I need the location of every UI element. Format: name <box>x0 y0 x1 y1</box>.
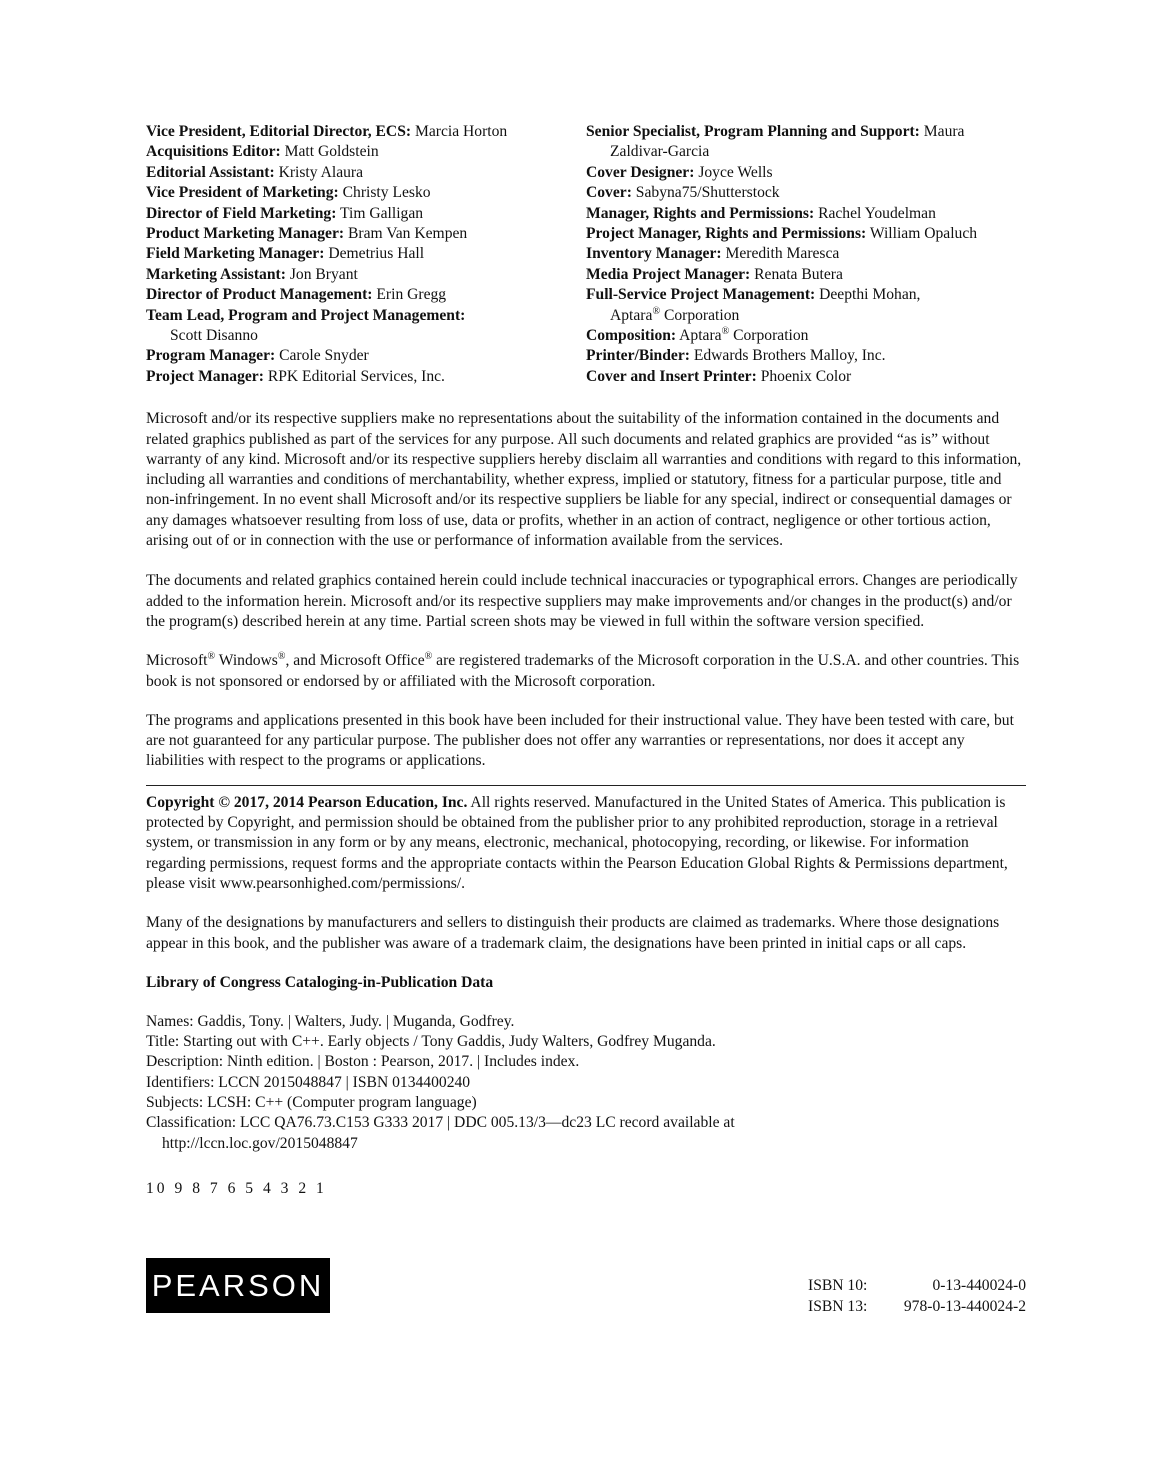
isbn-value: 978-0-13-440024-2 <box>903 1297 1026 1315</box>
credit-line: Inventory Manager: Meredith Maresca <box>586 245 840 263</box>
credit-line: Program Manager: Carole Snyder <box>146 347 369 365</box>
credit-line: Printer/Binder: Edwards Brothers Malloy, Inc. <box>586 347 886 365</box>
disclaimer-paragraph: Microsoft and/or its respective suppliers make no representations about the suitability of the information contained in the documents and related graphics published as part of the services for any purpose. All such documents and related graphics are provided “as is” without warranty of any kind. Microsoft and/or its respective suppliers hereby disclaim all warranties and conditions with regard to this information, including all warranties and conditions of merchantability, whether express, implied or statutory, fitness for a particular purpose, title and non-infringement. In no event shall Microsoft and/or its respective suppliers be liable for any special, indirect or consequential damages or any damages whatsoever resulting from loss of use, data or profits, whether in an action of contract, negligence or other tortious action, arising out of or in connection with the use or performance of information available from the services. <box>146 410 1022 550</box>
divider <box>146 785 1026 786</box>
credit-line-continuation: Scott Disanno <box>170 327 258 345</box>
isbn-label: ISBN 10: <box>808 1277 868 1294</box>
printing-line: 10 9 8 7 6 5 4 3 2 1 <box>146 1179 327 1197</box>
isbn-value: 0-13-440024-0 <box>932 1277 1026 1294</box>
credit-line: Vice President of Marketing: Christy Lesko <box>146 184 431 202</box>
credit-line: Senior Specialist, Program Planning and Support: Maura <box>586 123 965 140</box>
cip-data <box>146 1012 1026 1154</box>
accuracy-paragraph: The documents and related graphics contained herein could include technical inaccuracies or typographical errors. Changes are periodically added to the information herein. Microsoft and/or its respective suppliers may make improvements and/or changes in the product(s) and/or the program(s) described herein at any time. Partial screen shots may be viewed in full within the software version specified. <box>146 572 1018 630</box>
programs-paragraph: The programs and applications presented in this book have been included for their instructional value. They have been tested with care, but are not guaranteed for any particular purpose. The publisher does not offer any warranties or representations, nor does it accept any liabilities with respect to the programs or applications. <box>146 711 1014 770</box>
designations-paragraph: Many of the designations by manufacturers and sellers to distinguish their products are claimed as trademarks. Where those designations appear in this book, and the publisher was aware of a trademark claim, the designations have been printed in initial caps or all caps. <box>146 914 1000 952</box>
credit-line: Cover and Insert Printer: Phoenix Color <box>586 367 852 385</box>
credit-line: Project Manager: RPK Editorial Services, Inc. <box>146 367 445 385</box>
isbn-row <box>808 1276 1026 1297</box>
credit-line: Director of Field Marketing: Tim Galligan <box>146 204 424 222</box>
cip-line: Description: Ninth edition. | Boston : Pearson, 2017. | Includes index. <box>146 1053 580 1071</box>
credit-line: Product Marketing Manager: Bram Van Kempen <box>146 225 468 243</box>
credit-line: Marketing Assistant: Jon Bryant <box>146 265 358 283</box>
credit-line-continuation: Zaldivar-Garcia <box>610 143 710 161</box>
credit-line: Editorial Assistant: Kristy Alaura <box>146 163 364 181</box>
credit-line: Manager, Rights and Permissions: Rachel Youdelman <box>586 204 936 222</box>
library-heading: Library of Congress Cataloging-in-Publication Data <box>146 973 494 991</box>
credit-line: Project Manager, Rights and Permissions: William Opaluch <box>586 225 978 243</box>
credits-left-column <box>146 122 586 387</box>
credit-line: Cover: Sabyna75/Shutterstock <box>586 184 780 202</box>
credit-line: Composition: Aptara® Corporation <box>586 325 809 345</box>
credit-line-continuation: Aptara® Corporation <box>610 305 740 324</box>
cip-line: Names: Gaddis, Tony. | Walters, Judy. | Muganda, Godfrey. <box>146 1012 515 1030</box>
credit-line: Team Lead, Program and Project Management: <box>146 306 466 324</box>
trademarks-paragraph: Microsoft® Windows®, and Microsoft Office® are registered trademarks of the Microsoft corporation in the U.S.A. and other countries. This book is not sponsored or endorsed by or affiliated with the Microsoft corporation. <box>146 651 1020 690</box>
isbn-block <box>808 1276 1026 1317</box>
pearson-logo: PEARSON <box>146 1258 330 1313</box>
copyright-notice: Copyright © 2017, 2014 Pearson Education, Inc. <box>146 793 468 811</box>
credits-block <box>146 122 1026 387</box>
credit-line: Field Marketing Manager: Demetrius Hall <box>146 245 425 263</box>
credit-line: Cover Designer: Joyce Wells <box>586 163 773 181</box>
credit-line: Vice President, Editorial Director, ECS: Marcia Horton <box>146 123 508 140</box>
cip-line: Classification: LCC QA76.73.C153 G333 2017 | DDC 005.13/3—dc23 LC record available at <box>146 1114 735 1132</box>
copyright-page <box>146 122 1026 1198</box>
copyright-paragraph <box>146 793 1026 894</box>
credit-line: Media Project Manager: Renata Butera <box>586 265 843 283</box>
cip-line: http://lccn.loc.gov/2015048847 <box>162 1134 358 1152</box>
isbn-row <box>808 1297 1026 1318</box>
cip-line: Title: Starting out with C++. Early objects / Tony Gaddis, Judy Walters, Godfrey Muganda. <box>146 1033 716 1051</box>
credit-line: Full-Service Project Management: Deepthi Mohan, <box>586 286 921 304</box>
credit-line: Acquisitions Editor: Matt Goldstein <box>146 143 379 161</box>
cip-line: Identifiers: LCCN 2015048847 | ISBN 0134400240 <box>146 1073 471 1091</box>
isbn-label: ISBN 13: <box>808 1297 868 1315</box>
credit-line: Director of Product Management: Erin Gregg <box>146 286 447 304</box>
cip-line: Subjects: LCSH: C++ (Computer program language) <box>146 1094 477 1111</box>
credits-right-column <box>586 122 1026 387</box>
copyright-text: All rights reserved. Manufactured in the United States of America. This publication is protected by Copyright, and permission should be obtained from the publisher prior to any prohibited reproduction, storage in a retrieval system, or transmission in any form or by any means, electronic, mechanical, photocopying, recording, or likewise. For information regarding permissions, request forms and the appropriate contacts within the Pearson Education Global Rights & Permissions department, please visit www.pearsonhighed.com/permissions/. <box>146 793 1008 892</box>
